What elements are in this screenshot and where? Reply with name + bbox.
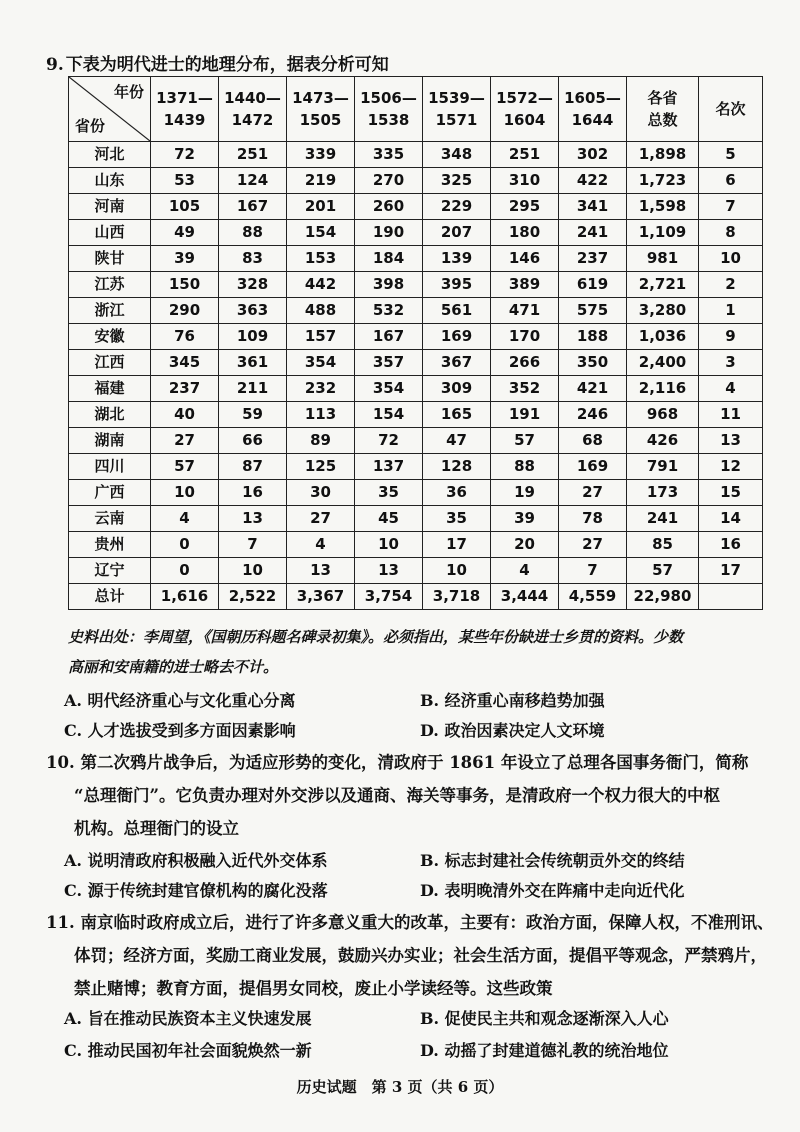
- column-header: [559, 77, 627, 142]
- table-cell: 167: [355, 324, 423, 350]
- table-cell: 146: [491, 246, 559, 272]
- table-cell: 266: [491, 350, 559, 376]
- q10-line-3: 机构。总理衙门的设立: [74, 819, 239, 838]
- table-cell: 180: [491, 220, 559, 246]
- question-9-title: [46, 50, 389, 75]
- province-cell: 云南: [69, 506, 151, 532]
- table-cell: 270: [355, 168, 423, 194]
- q10-line-1: 10. 第二次鸦片战争后，为适应形势的变化，清政府于 1861 年设立了总理各国事务衙门，简称: [46, 753, 749, 772]
- table-cell: 1,036: [627, 324, 699, 350]
- table-cell: 1,109: [627, 220, 699, 246]
- table-cell: 232: [287, 376, 355, 402]
- table-cell: 19: [491, 480, 559, 506]
- table-cell: 124: [219, 168, 287, 194]
- table-cell: 3,754: [355, 584, 423, 610]
- column-header-line: 1539—: [428, 89, 485, 107]
- table-cell: 150: [151, 272, 219, 298]
- q11-option-c[interactable]: C. 推动民国初年社会面貌焕然一新: [64, 1041, 312, 1060]
- table-cell: 354: [355, 376, 423, 402]
- table-cell: 10: [699, 246, 763, 272]
- province-cell: 辽宁: [69, 558, 151, 584]
- column-header-line: 1439: [163, 111, 206, 129]
- table-cell: 12: [699, 454, 763, 480]
- table-cell: 5: [699, 142, 763, 168]
- table-cell: 361: [219, 350, 287, 376]
- table-cell: 207: [423, 220, 491, 246]
- table-cell: 442: [287, 272, 355, 298]
- table-cell: 211: [219, 376, 287, 402]
- q10-line-2: “总理衙门”。它负责办理对外交涉以及通商、海关等事务，是清政府一个权力很大的中枢: [74, 786, 720, 805]
- table-cell: 167: [219, 194, 287, 220]
- table-cell: 154: [287, 220, 355, 246]
- q10-option-c[interactable]: C. 源于传统封建官僚机构的腐化没落: [64, 881, 328, 900]
- table-cell: 968: [627, 402, 699, 428]
- question-11-stem: [46, 906, 776, 1005]
- table-row: [69, 402, 763, 428]
- table-cell: 105: [151, 194, 219, 220]
- table-body: [69, 142, 763, 610]
- table-cell: 575: [559, 298, 627, 324]
- province-cell: 四川: [69, 454, 151, 480]
- table-cell: 348: [423, 142, 491, 168]
- table-cell: 246: [559, 402, 627, 428]
- table-cell: 184: [355, 246, 423, 272]
- table-row: [69, 272, 763, 298]
- table-row: [69, 194, 763, 220]
- province-cell: 河北: [69, 142, 151, 168]
- table-cell: 10: [355, 532, 423, 558]
- table-cell: 2: [699, 272, 763, 298]
- table-cell: 83: [219, 246, 287, 272]
- table-cell: 153: [287, 246, 355, 272]
- table-cell: 352: [491, 376, 559, 402]
- table-cell: 7: [219, 532, 287, 558]
- table-cell: 2,400: [627, 350, 699, 376]
- table-cell: 13: [699, 428, 763, 454]
- province-cell: 江西: [69, 350, 151, 376]
- corner-province-label: 省份: [75, 117, 106, 135]
- table-cell: 4: [287, 532, 355, 558]
- source-note: [68, 622, 768, 682]
- table-cell: 39: [151, 246, 219, 272]
- table-cell: 88: [219, 220, 287, 246]
- table-row: [69, 454, 763, 480]
- table-cell: 295: [491, 194, 559, 220]
- table-cell: 241: [627, 506, 699, 532]
- column-header: [491, 77, 559, 142]
- table-cell: 35: [355, 480, 423, 506]
- table-row: [69, 376, 763, 402]
- table-cell: 328: [219, 272, 287, 298]
- table-cell: 72: [151, 142, 219, 168]
- table-cell: 4: [699, 376, 763, 402]
- table-cell: 395: [423, 272, 491, 298]
- table-cell: 10: [151, 480, 219, 506]
- table-cell: 3,280: [627, 298, 699, 324]
- table-cell: 109: [219, 324, 287, 350]
- table-cell: 302: [559, 142, 627, 168]
- table-cell: 325: [423, 168, 491, 194]
- table-cell: 125: [287, 454, 355, 480]
- table-cell: 532: [355, 298, 423, 324]
- corner-year-label: 年份: [113, 83, 144, 101]
- province-cell: 湖南: [69, 428, 151, 454]
- column-header-line: 总数: [647, 111, 678, 129]
- q11-line-3: 禁止赌博；教育方面，提倡男女同校，废止小学读经等。这些政策: [74, 979, 553, 998]
- q11-option-a[interactable]: A. 旨在推动民族资本主义快速发展: [64, 1009, 312, 1028]
- table-cell: 59: [219, 402, 287, 428]
- table-cell: 4: [151, 506, 219, 532]
- table-row: [69, 480, 763, 506]
- table-cell: 36: [423, 480, 491, 506]
- table-cell: 488: [287, 298, 355, 324]
- question-10-stem: [46, 746, 776, 845]
- table-cell: 350: [559, 350, 627, 376]
- q10-option-b[interactable]: B. 标志封建社会传统朝贡外交的终结: [420, 851, 685, 870]
- table-cell: 1: [699, 298, 763, 324]
- q9-option-b[interactable]: B. 经济重心南移趋势加强: [420, 691, 605, 710]
- table-cell: 290: [151, 298, 219, 324]
- table-cell: 53: [151, 168, 219, 194]
- table-cell: 3,718: [423, 584, 491, 610]
- jinshi-distribution-table: [68, 76, 763, 610]
- table-row: [69, 142, 763, 168]
- table-row: [69, 506, 763, 532]
- table-cell: 154: [355, 402, 423, 428]
- province-cell: 山西: [69, 220, 151, 246]
- table-cell: 10: [423, 558, 491, 584]
- table-cell: 4,559: [559, 584, 627, 610]
- table-header-row: [69, 77, 763, 142]
- table-cell: 40: [151, 402, 219, 428]
- table-cell: 310: [491, 168, 559, 194]
- table-cell: 10: [219, 558, 287, 584]
- table-cell: 16: [699, 532, 763, 558]
- column-header-line: 名次: [715, 100, 746, 118]
- column-header-line: 1571: [435, 111, 478, 129]
- column-header-line: 各省: [647, 89, 678, 107]
- table-cell: 260: [355, 194, 423, 220]
- question-stem: 下表为明代进士的地理分布，据表分析可知: [65, 55, 389, 75]
- column-header: [219, 77, 287, 142]
- column-header-line: 1506—: [360, 89, 417, 107]
- table-cell: 4: [491, 558, 559, 584]
- source-note-line-1: 史料出处：李周望，《国朝历科题名碑录初集》。必须指出，某些年份缺进士乡贯的资料。少数: [68, 628, 684, 646]
- column-header: [699, 77, 763, 142]
- table-cell: 363: [219, 298, 287, 324]
- table-row: [69, 428, 763, 454]
- column-header-line: 1371—: [156, 89, 213, 107]
- column-header-line: 1604: [503, 111, 546, 129]
- table-cell: 39: [491, 506, 559, 532]
- table-cell: 27: [287, 506, 355, 532]
- table-row: [69, 532, 763, 558]
- table-cell: 170: [491, 324, 559, 350]
- table-cell: 87: [219, 454, 287, 480]
- column-header-line: 1644: [571, 111, 614, 129]
- table-cell: 561: [423, 298, 491, 324]
- table-cell: 165: [423, 402, 491, 428]
- table-cell: 389: [491, 272, 559, 298]
- table-cell: 1,898: [627, 142, 699, 168]
- table-cell: 169: [559, 454, 627, 480]
- table-cell: 57: [491, 428, 559, 454]
- column-header: [355, 77, 423, 142]
- table-cell: 619: [559, 272, 627, 298]
- table-cell: 8: [699, 220, 763, 246]
- table-cell: 188: [559, 324, 627, 350]
- table-cell: 14: [699, 506, 763, 532]
- table-cell: 471: [491, 298, 559, 324]
- province-cell: 总计: [69, 584, 151, 610]
- table-cell: 9: [699, 324, 763, 350]
- table-row: [69, 350, 763, 376]
- table-cell: 201: [287, 194, 355, 220]
- table-cell: 13: [219, 506, 287, 532]
- table-row: [69, 558, 763, 584]
- table-row: [69, 220, 763, 246]
- table-cell: 1,598: [627, 194, 699, 220]
- column-header-line: 1473—: [292, 89, 349, 107]
- q11-line-1: 11. 南京临时政府成立后，进行了许多意义重大的改革，主要有：政治方面，保障人权，不准刑讯、: [46, 913, 774, 932]
- table-cell: 16: [219, 480, 287, 506]
- table-cell: 6: [699, 168, 763, 194]
- table-cell: 237: [151, 376, 219, 402]
- q11-line-2: 体罚；经济方面，奖励工商业发展，鼓励兴办实业；社会生活方面，提倡平等观念，严禁鸦片，: [74, 946, 767, 965]
- column-header-line: 1605—: [564, 89, 621, 107]
- table-cell: 251: [491, 142, 559, 168]
- table-cell: 169: [423, 324, 491, 350]
- table-cell: 335: [355, 142, 423, 168]
- column-header: [627, 77, 699, 142]
- table-cell: 981: [627, 246, 699, 272]
- province-cell: 江苏: [69, 272, 151, 298]
- table-cell: 791: [627, 454, 699, 480]
- table-cell: 339: [287, 142, 355, 168]
- table-cell: 0: [151, 558, 219, 584]
- source-note-line-2: 高丽和安南籍的进士略去不计。: [68, 658, 279, 676]
- province-cell: 广西: [69, 480, 151, 506]
- table-cell: 426: [627, 428, 699, 454]
- table-cell: 27: [151, 428, 219, 454]
- q10-option-a[interactable]: A. 说明清政府积极融入近代外交体系: [64, 851, 328, 870]
- table-cell: 7: [559, 558, 627, 584]
- page-footer: 历史试题 第 3 页（共 6 页）: [296, 1078, 504, 1096]
- q11-option-b[interactable]: B. 促使民主共和观念逐渐深入人心: [420, 1009, 669, 1028]
- table-cell: 139: [423, 246, 491, 272]
- table-cell: 89: [287, 428, 355, 454]
- column-header: [423, 77, 491, 142]
- province-cell: 福建: [69, 376, 151, 402]
- table-cell: 241: [559, 220, 627, 246]
- table-cell: 13: [355, 558, 423, 584]
- table-cell: 47: [423, 428, 491, 454]
- column-header: [287, 77, 355, 142]
- table-cell: 68: [559, 428, 627, 454]
- table-cell: 11: [699, 402, 763, 428]
- column-header-line: 1472: [231, 111, 274, 129]
- table-cell: 229: [423, 194, 491, 220]
- table-cell: 128: [423, 454, 491, 480]
- question-number: 9.: [46, 55, 64, 75]
- table-cell: 30: [287, 480, 355, 506]
- column-header-line: 1572—: [496, 89, 553, 107]
- province-cell: 河南: [69, 194, 151, 220]
- table-row: [69, 324, 763, 350]
- province-cell: 安徽: [69, 324, 151, 350]
- table-cell: 35: [423, 506, 491, 532]
- table-cell: 22,980: [627, 584, 699, 610]
- province-cell: 浙江: [69, 298, 151, 324]
- province-cell: 湖北: [69, 402, 151, 428]
- table-cell: 66: [219, 428, 287, 454]
- table-cell: 72: [355, 428, 423, 454]
- table-cell: 190: [355, 220, 423, 246]
- table-cell: 354: [287, 350, 355, 376]
- table-cell: 345: [151, 350, 219, 376]
- table-cell: 1,616: [151, 584, 219, 610]
- table-cell: 113: [287, 402, 355, 428]
- q10-option-d[interactable]: D. 表明晚清外交在阵痛中走向近代化: [420, 881, 685, 900]
- table-cell: 7: [699, 194, 763, 220]
- table-cell: 237: [559, 246, 627, 272]
- table-cell: 191: [491, 402, 559, 428]
- column-header-line: 1538: [367, 111, 410, 129]
- q9-option-c[interactable]: C. 人才选拔受到多方面因素影响: [64, 721, 296, 740]
- table-row: [69, 298, 763, 324]
- table-cell: 2,116: [627, 376, 699, 402]
- table-cell: 17: [699, 558, 763, 584]
- table-cell: 13: [287, 558, 355, 584]
- table-cell: 45: [355, 506, 423, 532]
- table-row: [69, 246, 763, 272]
- table-cell: 367: [423, 350, 491, 376]
- table-cell: 421: [559, 376, 627, 402]
- province-cell: 山东: [69, 168, 151, 194]
- table-cell: 422: [559, 168, 627, 194]
- q9-option-d[interactable]: D. 政治因素决定人文环境: [420, 721, 605, 740]
- table-cell: 1,723: [627, 168, 699, 194]
- table-cell: 398: [355, 272, 423, 298]
- column-header-line: 1440—: [224, 89, 281, 107]
- table-cell: 3: [699, 350, 763, 376]
- table-cell: 20: [491, 532, 559, 558]
- table-row: [69, 168, 763, 194]
- table-cell: 78: [559, 506, 627, 532]
- table-cell: 0: [151, 532, 219, 558]
- table-cell: 27: [559, 480, 627, 506]
- table-cell: 3,367: [287, 584, 355, 610]
- table-cell: 2,522: [219, 584, 287, 610]
- table-cell: 85: [627, 532, 699, 558]
- table-cell: 76: [151, 324, 219, 350]
- table-cell: 15: [699, 480, 763, 506]
- table-cell: 309: [423, 376, 491, 402]
- table-corner-cell: [69, 77, 151, 142]
- table-cell: 341: [559, 194, 627, 220]
- table-cell: 17: [423, 532, 491, 558]
- table-cell: 2,721: [627, 272, 699, 298]
- q9-option-a[interactable]: A. 明代经济重心与文化重心分离: [64, 691, 296, 710]
- table-cell: [699, 584, 763, 610]
- table-cell: 88: [491, 454, 559, 480]
- table-cell: 3,444: [491, 584, 559, 610]
- table-cell: 173: [627, 480, 699, 506]
- table-cell: 357: [355, 350, 423, 376]
- column-header-line: 1505: [299, 111, 342, 129]
- table-cell: 137: [355, 454, 423, 480]
- total-row: [69, 584, 763, 610]
- table-cell: 157: [287, 324, 355, 350]
- table-cell: 251: [219, 142, 287, 168]
- table-cell: 219: [287, 168, 355, 194]
- q11-option-d[interactable]: D. 动摇了封建道德礼教的统治地位: [420, 1041, 669, 1060]
- province-cell: 贵州: [69, 532, 151, 558]
- table-cell: 57: [151, 454, 219, 480]
- table-cell: 27: [559, 532, 627, 558]
- table-cell: 57: [627, 558, 699, 584]
- column-header: [151, 77, 219, 142]
- table-cell: 49: [151, 220, 219, 246]
- province-cell: 陕甘: [69, 246, 151, 272]
